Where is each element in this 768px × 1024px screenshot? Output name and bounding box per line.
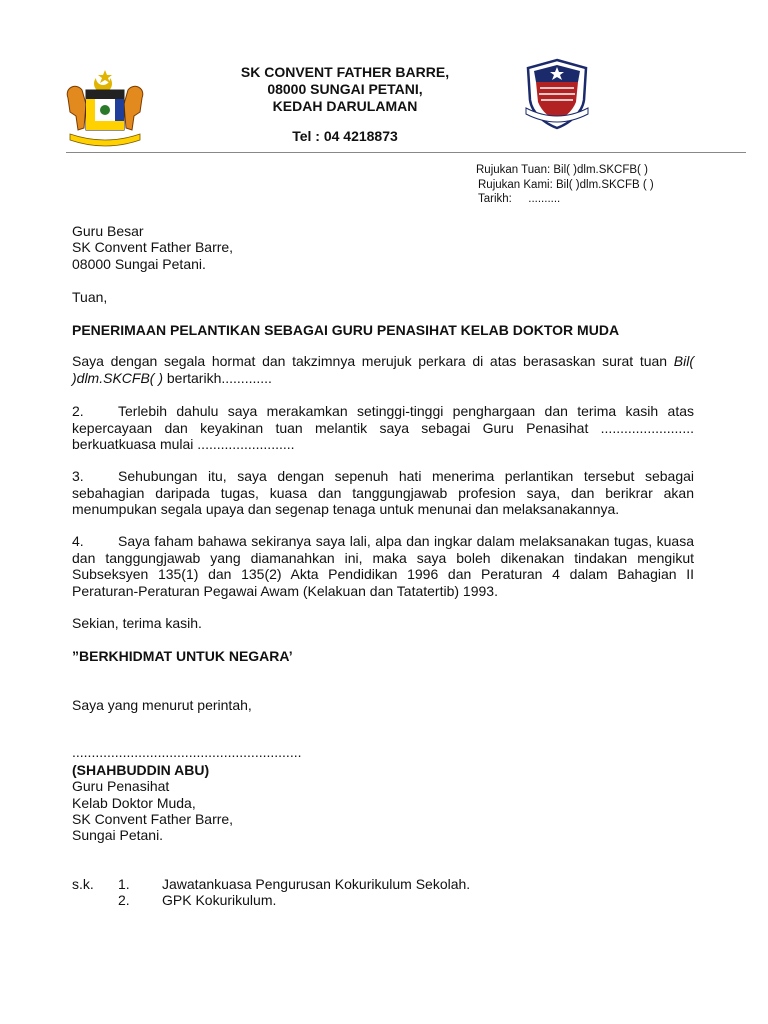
signatory-name: (SHAHBUDDIN ABU) <box>72 762 210 778</box>
paragraph-4-text: Saya faham bahawa sekiranya saya lali, alpa dan ingkar dalam melaksanakan tugas, kuasa dan tanggungjawab yang diamanahkan ini, maka saya boleh dikenakan tindakan mengikut Subseksyen 135(1) dan 135(2) Akta Pendidikan 1996 dan Peraturan 4 dalam Bahagian II Peraturan-Peraturan Pegawai Awam (Kelakuan dan Tatatertib) 1993. <box>72 533 694 599</box>
header-divider <box>66 152 746 153</box>
paragraph-3 <box>72 468 694 518</box>
signatory-school: SK Convent Father Barre, <box>72 811 234 827</box>
paragraph-1-text: Saya dengan segala hormat dan takzimnya merujuk perkara di atas berasaskan surat tuan <box>72 353 668 369</box>
sign-off: Saya yang menurut perintah, <box>72 697 252 713</box>
signatory-club: Kelab Doktor Muda, <box>72 795 196 811</box>
subject-line: PENERIMAAN PELANTIKAN SEBAGAI GURU PENASIHAT KELAB DOKTOR MUDA <box>72 322 620 338</box>
cc-item-2-text: GPK Kokurikulum. <box>162 892 277 908</box>
paragraph-2-text: Terlebih dahulu saya merakamkan setinggi-tinggi penghargaan dan terima kasih atas kepercayaan dan keyakinan tuan melantik saya sebagai Guru Penasihat ........................ berkuatkuasa mulai ......................... <box>72 403 694 452</box>
signature-line: ........................................................... <box>72 744 302 760</box>
signatory-title: Guru Penasihat <box>72 778 170 794</box>
paragraph-1-tail: bertarikh............. <box>163 369 272 386</box>
school-postcode-town: 08000 SUNGAI PETANI, <box>267 81 423 97</box>
paragraph-4-number: 4. <box>72 533 84 549</box>
cc-item-1-number: 1. <box>118 876 130 892</box>
paragraph-2 <box>72 403 694 453</box>
closing: Sekian, terima kasih. <box>72 615 202 631</box>
coat-of-arms-logo <box>62 68 148 152</box>
paragraph-3-number: 3. <box>72 468 84 484</box>
paragraph-1 <box>72 353 694 386</box>
school-crest-logo <box>522 58 592 130</box>
recipient-town: 08000 Sungai Petani. <box>72 256 206 272</box>
signatory-town: Sungai Petani. <box>72 827 164 843</box>
paragraph-4 <box>72 533 694 599</box>
paragraph-1-reference: Bil( )dlm.SKCFB( ) <box>72 353 695 386</box>
paragraph-2-number: 2. <box>72 403 84 419</box>
school-state: KEDAH DARULAMAN <box>272 98 418 114</box>
cc-item-2-number: 2. <box>118 892 130 908</box>
date-value: .......... <box>528 193 561 205</box>
date-line <box>478 193 560 206</box>
paragraph-3-text: Sehubungan itu, saya dengan sepenuh hati menerima perlantikan tersebut sebagai sebahagian daripada tugas, kuasa dan tanggungjawab profesion saya, dan berikrar akan menumpukan segala upaya dan segenap tenaga untuk menunai dan melaksanakannya. <box>72 468 694 517</box>
salutation: Tuan, <box>72 289 108 305</box>
school-phone: Tel : 04 4218873 <box>292 128 398 144</box>
our-reference: Rujukan Kami: Bil( )dlm.SKCFB ( ) <box>478 179 654 191</box>
cc-item-1-text: Jawatankuasa Pengurusan Kokurikulum Sekolah. <box>162 876 471 892</box>
recipient-school: SK Convent Father Barre, <box>72 239 234 255</box>
cc-label: s.k. <box>72 876 94 892</box>
school-name: SK CONVENT FATHER BARRE, <box>240 64 450 80</box>
date-label: Tarikh: <box>478 193 512 205</box>
recipient-title: Guru Besar <box>72 223 144 239</box>
your-reference: Rujukan Tuan: Bil( )dlm.SKCFB( ) <box>476 164 648 176</box>
motto: ”BERKHIDMAT UNTUK NEGARA’ <box>72 648 293 664</box>
